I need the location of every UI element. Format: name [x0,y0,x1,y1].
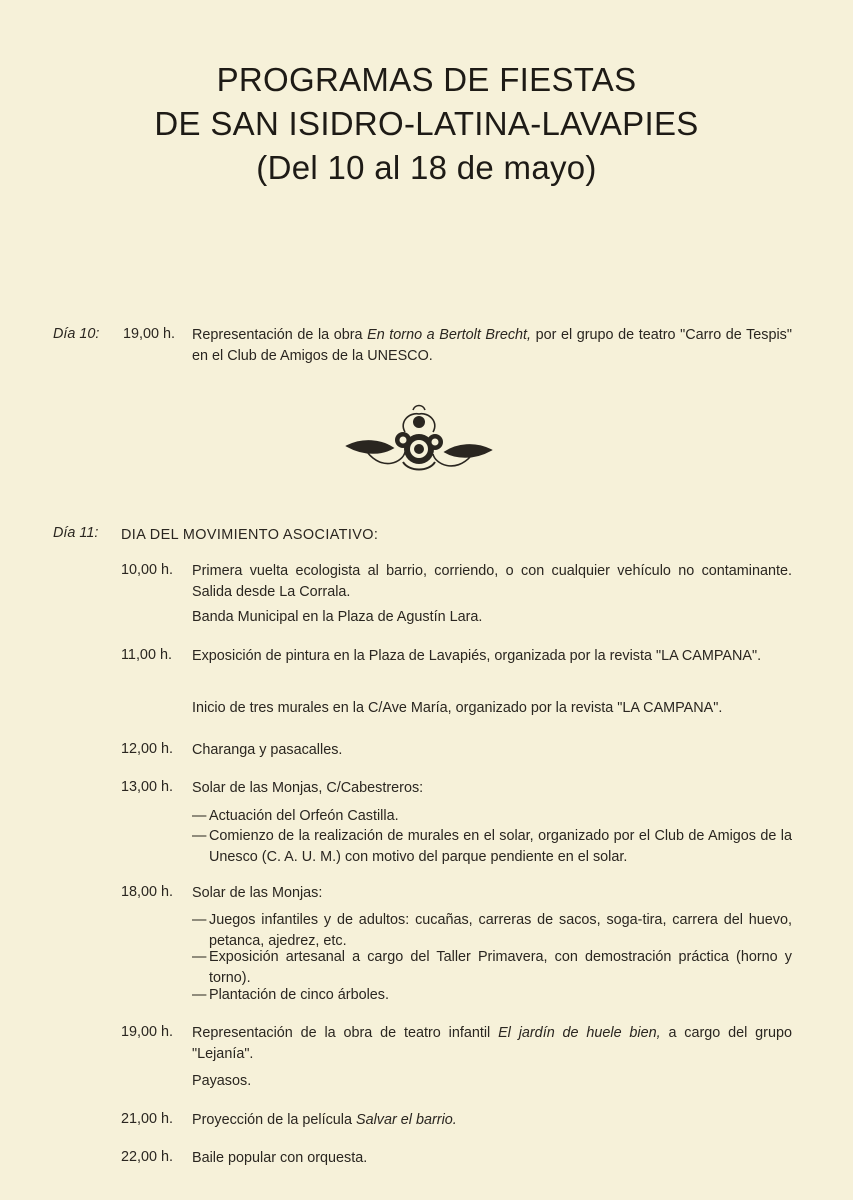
day-10-label: Día 10: [53,326,100,342]
title-line-1: PROGRAMAS DE FIESTAS [216,61,637,98]
event-1300-time: 13,00 h. [121,779,174,795]
event-1000-band: Banda Municipal en la Plaza de Agustín Lara. [192,609,483,625]
event-2100-time: 21,00 h. [121,1111,174,1127]
event-1900-description [192,1023,792,1064]
day-10-play-title: En torno a Bertolt Brecht, [367,327,532,343]
event-1900-text-post: a cargo del grupo "Lejanía". [192,1025,792,1062]
event-1200-description: Charanga y pasacalles. [192,742,343,758]
event-1100-time: 11,00 h. [121,647,172,663]
event-1300-bullet-1: — Actuación del Orfeón Castilla. [192,806,792,827]
event-1800-description: Solar de las Monjas: [192,885,323,901]
event-1800-bullet-1: — Juegos infantiles y de adultos: cucañas, carreras de sacos, soga-tira, carrera del huevo, petanca, ajedrez, etc. [192,912,792,949]
event-1900-time: 19,00 h. [121,1024,174,1040]
event-1800-bullet-3: — Plantación de cinco árboles. [192,985,792,1006]
event-1100-murals: Inicio de tres murales en la C/Ave María, organizado por la revista "LA CAMPANA". [192,700,723,716]
dash-icon: — [192,828,207,844]
day-10-description [192,325,792,366]
event-1000-description: Primera vuelta ecologista al barrio, corriendo, o con cualquier vehículo no contaminante. Salida desde La Corrala. [192,563,792,600]
event-1900-clowns: Payasos. [192,1073,252,1089]
event-1900-text-pre: Representación de la obra de teatro infantil [192,1025,499,1041]
event-2100-description [192,1110,792,1131]
event-1800-bullet-2: — Exposición artesanal a cargo del Taller Primavera, con demostración práctica (horno y torno). [192,949,792,986]
day-10-text-post: por el grupo de teatro "Carro de Tespis" en el Club de Amigos de la UNESCO. [192,327,792,364]
event-2200-description: Baile popular con orquesta. [192,1150,368,1166]
event-2200-time: 22,00 h. [121,1149,174,1165]
page-title [0,58,853,190]
day-11-heading: DIA DEL MOVIMIENTO ASOCIATIVO: [121,527,379,543]
title-line-2: DE SAN ISIDRO-LATINA-LAVAPIES [154,105,699,142]
day-10-time: 19,00 h. [123,326,176,342]
dash-icon: — [192,912,207,928]
title-line-3: (Del 10 al 18 de mayo) [256,149,597,186]
day-10-text-pre: Representación de la obra [192,327,368,343]
event-1800-time: 18,00 h. [121,884,174,900]
dash-icon: — [192,808,207,824]
event-1100-description: Exposición de pintura en la Plaza de Lavapiés, organizada por la revista "LA CAMPANA". [192,648,762,664]
dash-icon: — [192,949,207,965]
event-1300-bullet-2: — Comienzo de la realización de murales en el solar, organizado por el Club de Amigos de la Unesco (C. A. U. M.) con motivo del parque pendiente en el solar. [192,828,792,865]
event-2100-text-pre: Proyección de la película [192,1112,356,1128]
event-1900-play-title: El jardín de huele bien, [498,1025,661,1041]
event-2100-film-title: Salvar el barrio. [356,1112,457,1128]
event-1300-description: Solar de las Monjas, C/Cabestreros: [192,780,424,796]
event-1000-time: 10,00 h. [121,562,174,578]
floral-ornament-icon [343,402,495,480]
dash-icon: — [192,987,207,1003]
event-1200-time: 12,00 h. [121,741,174,757]
day-11-label: Día 11: [53,525,99,541]
